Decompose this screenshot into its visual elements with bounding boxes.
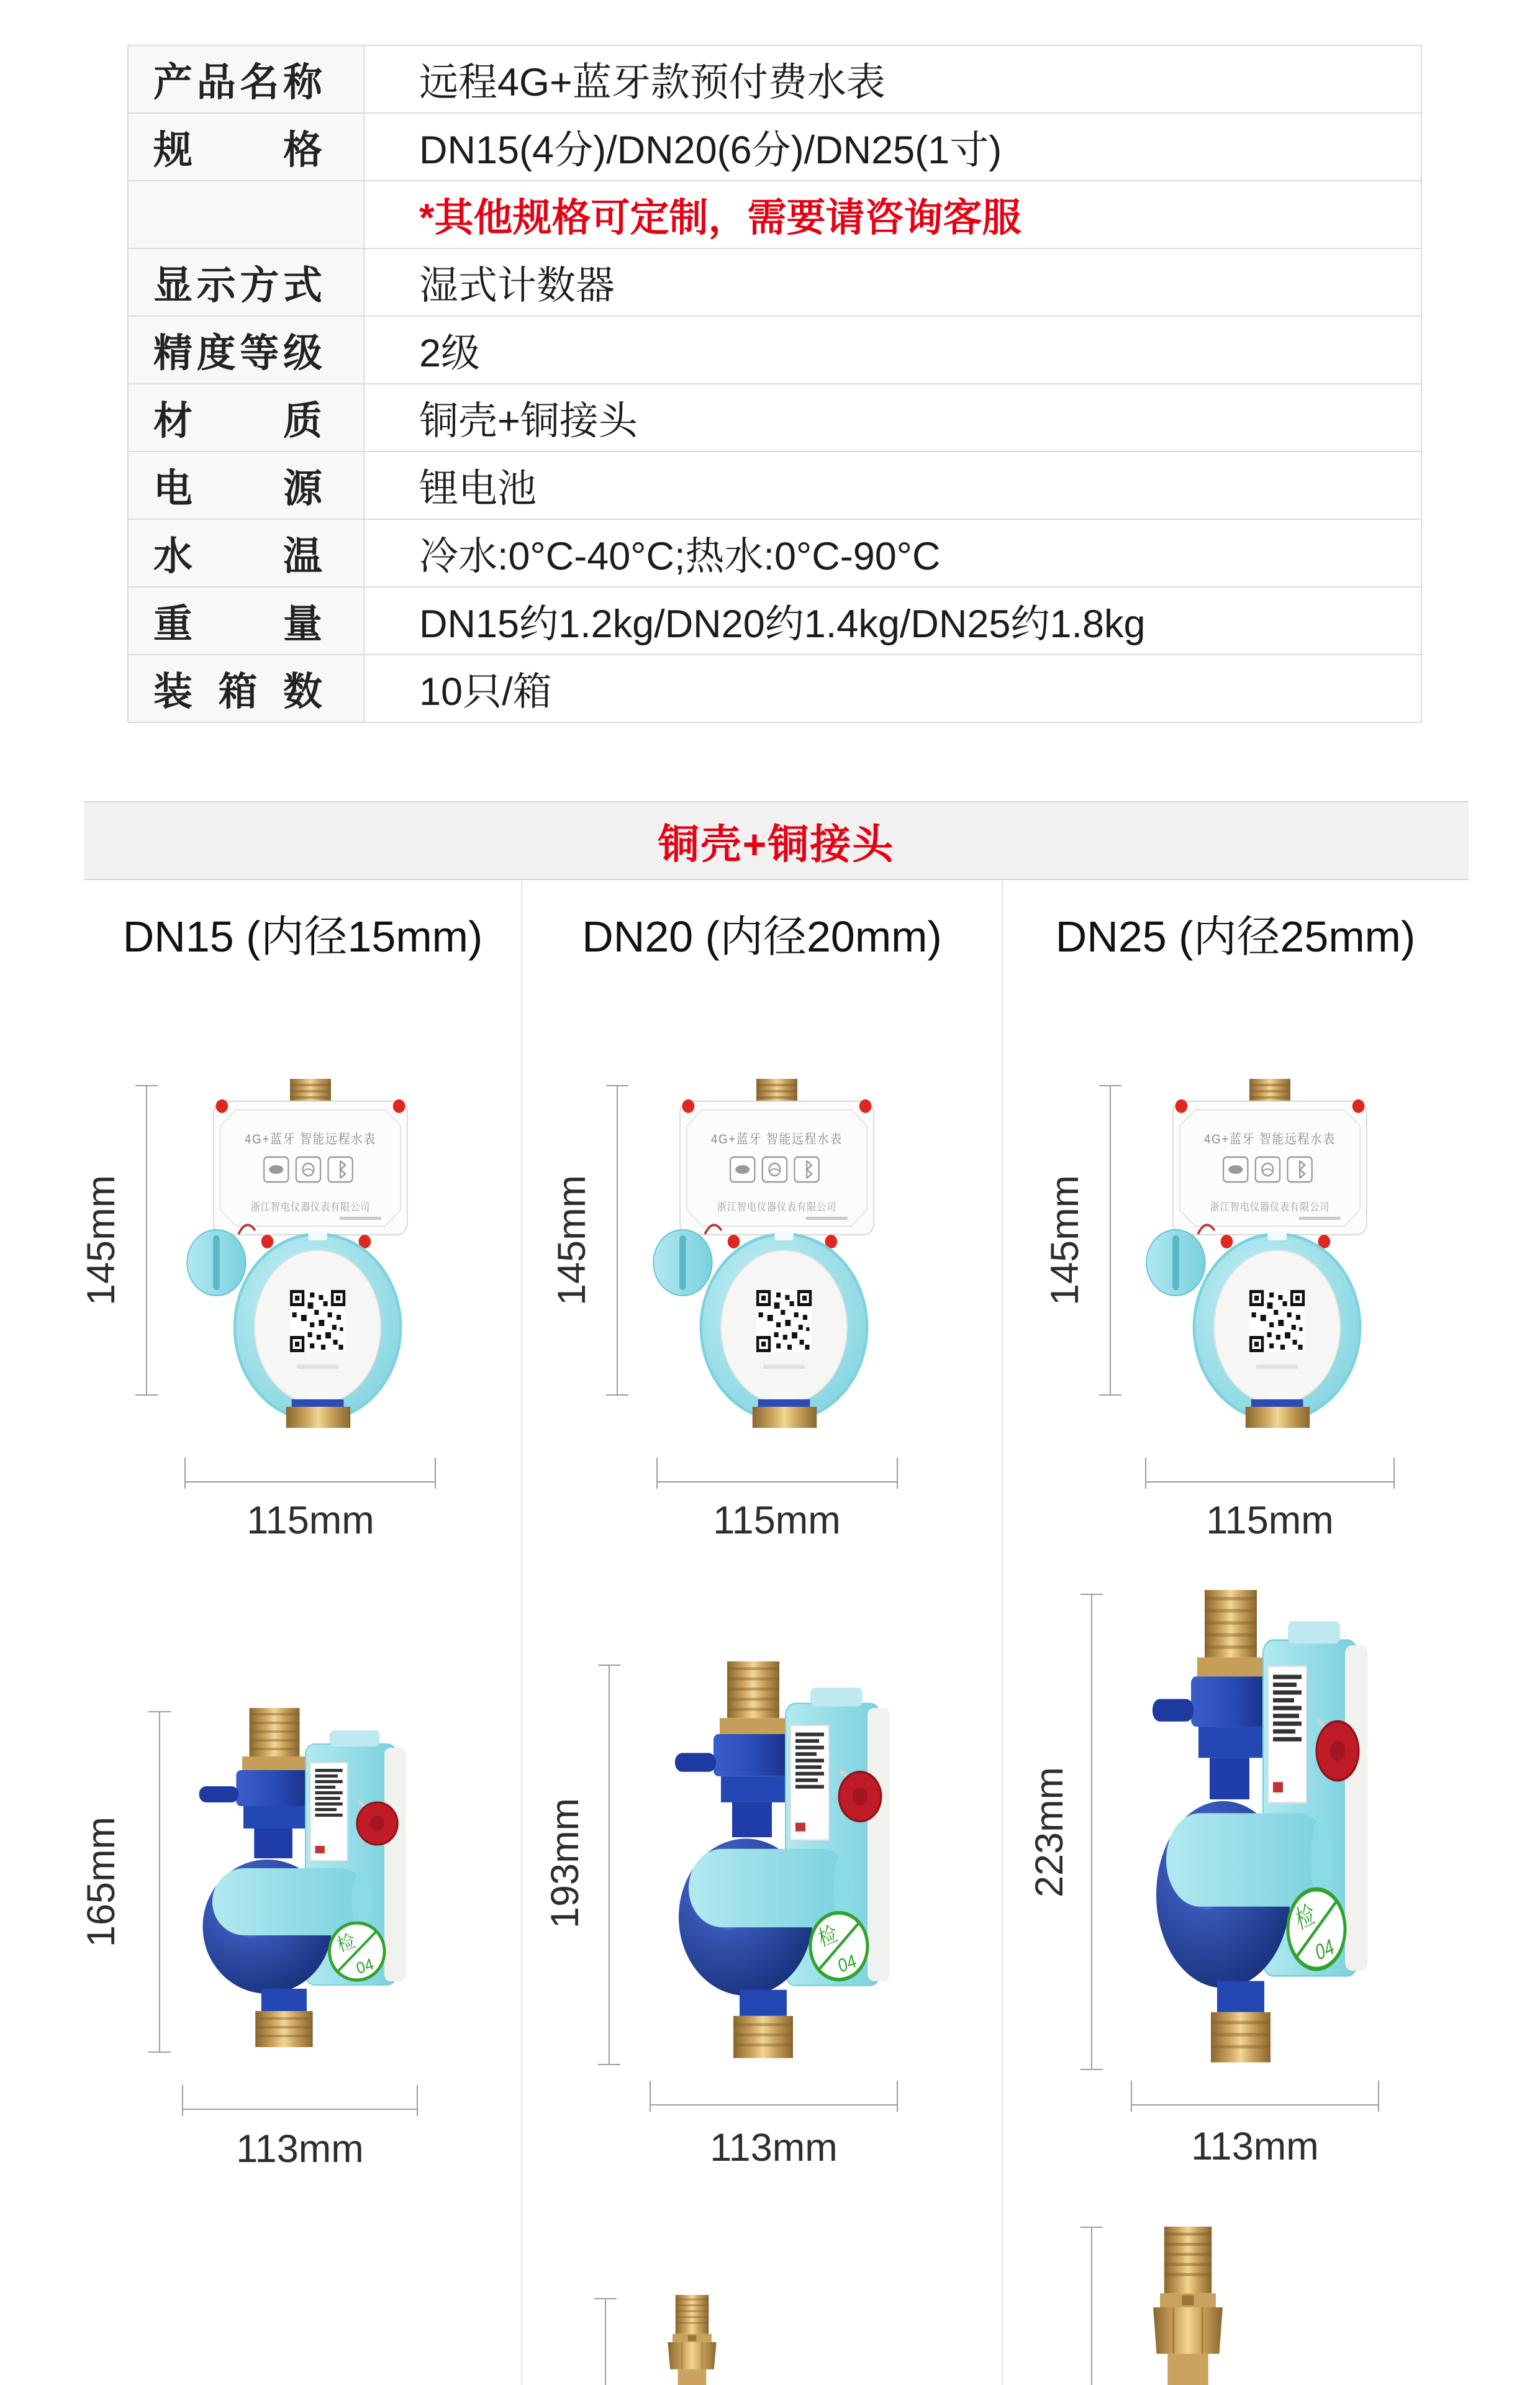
spec-label-cell <box>129 655 365 722</box>
spec-value: 铜壳+铜接头 <box>419 399 638 443</box>
valve-height-label: 223mm <box>1028 1766 1071 1898</box>
spec-label-cell <box>129 588 365 654</box>
table-row <box>129 452 1421 520</box>
spec-value-cell <box>365 249 1421 316</box>
column-header-dn25: DN25 (内径25mm) <box>1055 912 1416 961</box>
spec-value: 10只/箱 <box>419 670 552 714</box>
spec-label: 精度等级 <box>153 332 322 375</box>
column-divider <box>521 881 522 2385</box>
spec-value-cell <box>365 588 1421 654</box>
section-banner-title: 铜壳+铜接头 <box>658 821 895 867</box>
valve-photo-dn25 <box>1131 1590 1380 2074</box>
table-row <box>129 249 1421 317</box>
table-row <box>129 46 1421 114</box>
valve-photo-dn20 <box>654 1661 902 2068</box>
spec-value-cell <box>365 520 1421 586</box>
meter-width-label: 115mm <box>1206 1499 1334 1542</box>
column-divider <box>1002 881 1003 2385</box>
meter-width-label: 115mm <box>713 1499 841 1542</box>
spec-value-cell <box>365 452 1421 519</box>
valve-width-label: 113mm <box>1191 2125 1319 2168</box>
column-header-dn15: DN15 (内径15mm) <box>122 912 483 961</box>
spec-note-cell <box>365 181 1421 248</box>
spec-label: 规 格 <box>153 129 322 172</box>
spec-value-cell <box>365 655 1421 722</box>
spec-label-cell <box>129 181 365 248</box>
spec-value: 湿式计数器 <box>419 264 615 307</box>
height-dimension-line <box>1091 2227 1092 2385</box>
spec-value: 锂电池 <box>419 467 537 511</box>
width-dimension-line <box>1131 2104 1379 2106</box>
spec-label-cell <box>129 384 365 451</box>
height-dimension-line <box>159 1711 160 2053</box>
meter-height-label: 145mm <box>550 1174 594 1306</box>
spec-label-cell <box>129 520 365 586</box>
spec-value: 冷水:0°C-40°C;热水:0°C-90°C <box>419 535 941 578</box>
spec-value-cell <box>365 384 1421 451</box>
table-row <box>129 317 1421 384</box>
spec-label: 水 温 <box>153 535 322 578</box>
meter-height-label: 145mm <box>79 1174 123 1306</box>
meter-height-label: 145mm <box>1043 1174 1087 1306</box>
spec-value: 远程4G+蓝牙款预付费水表 <box>419 61 886 104</box>
spec-label-cell <box>129 46 365 112</box>
valve-width-label: 113mm <box>236 2127 364 2171</box>
custom-size-note: *其他规格可定制，需要请咨询客服 <box>419 196 1021 240</box>
fitting-photo-dn25 <box>1141 2227 1234 2385</box>
table-row <box>129 588 1421 655</box>
spec-value: DN15约1.2kg/DN20约1.4kg/DN25约1.8kg <box>419 602 1146 646</box>
meter-photo-dn25 <box>1143 1078 1397 1429</box>
height-dimension-line <box>617 1085 618 1396</box>
height-dimension-line <box>609 1665 610 2065</box>
table-row <box>129 181 1421 249</box>
table-row <box>129 384 1421 452</box>
spec-label-cell <box>129 452 365 519</box>
table-row <box>129 114 1421 181</box>
height-dimension-line <box>146 1085 147 1396</box>
spec-label: 装 箱 数 <box>153 670 322 714</box>
valve-width-label: 113mm <box>710 2126 838 2169</box>
section-banner <box>84 801 1469 880</box>
spec-label: 电 源 <box>153 467 322 511</box>
height-dimension-line <box>1091 1594 1092 2070</box>
height-dimension-line <box>1110 1085 1111 1396</box>
spec-label-cell <box>129 317 365 383</box>
height-dimension-line <box>605 2298 606 2385</box>
spec-value-cell <box>365 114 1421 180</box>
table-row <box>129 520 1421 588</box>
fitting-photo-dn20 <box>659 2295 725 2385</box>
spec-value-cell <box>365 317 1421 383</box>
valve-photo-dn15 <box>179 1708 418 2056</box>
valve-height-label: 165mm <box>79 1816 123 1948</box>
spec-label: 显示方式 <box>153 264 322 307</box>
table-row <box>129 655 1421 723</box>
width-dimension-line <box>1145 1481 1395 1483</box>
column-header-dn20: DN20 (内径20mm) <box>582 912 942 961</box>
meter-photo-dn15 <box>183 1078 438 1429</box>
meter-photo-dn20 <box>650 1078 904 1429</box>
spec-value: 2级 <box>419 332 481 375</box>
width-dimension-line <box>650 2104 898 2106</box>
width-dimension-line <box>656 1481 898 1483</box>
spec-value: DN15(4分)/DN20(6分)/DN25(1寸) <box>419 129 1002 172</box>
spec-label: 重 量 <box>153 602 322 646</box>
width-dimension-line <box>184 1481 436 1483</box>
width-dimension-line <box>182 2109 418 2110</box>
meter-width-label: 115mm <box>247 1499 374 1542</box>
spec-label: 材 质 <box>153 399 322 443</box>
spec-label: 产品名称 <box>153 61 322 104</box>
spec-label-cell <box>129 114 365 180</box>
spec-table <box>127 45 1422 723</box>
spec-value-cell <box>365 46 1421 112</box>
valve-height-label: 193mm <box>543 1797 587 1929</box>
spec-label-cell <box>129 249 365 316</box>
